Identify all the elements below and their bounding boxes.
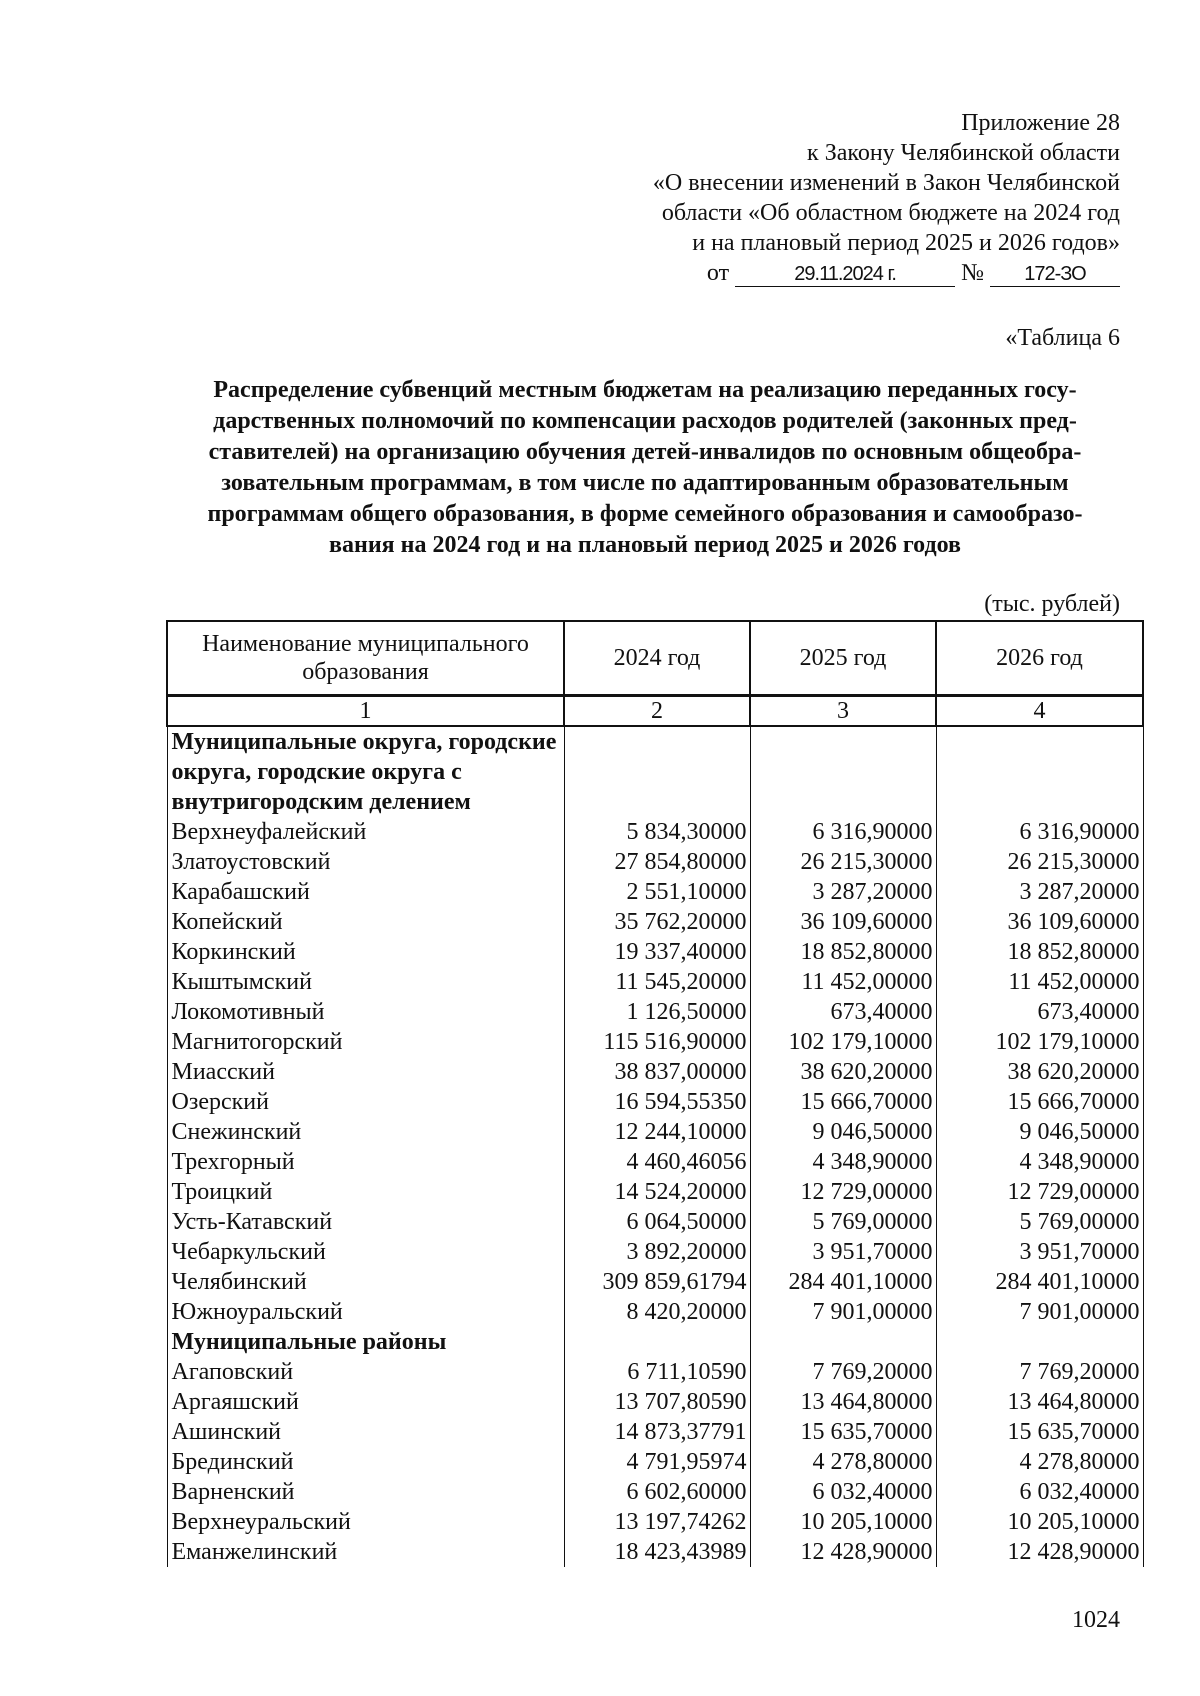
municipality-name: Верхнеуфалейский <box>167 817 564 847</box>
value-2026: 36 109,60000 <box>936 907 1143 937</box>
municipality-name: Трехгорный <box>167 1147 564 1177</box>
column-number: 1 <box>167 696 564 727</box>
value-2026: 26 215,30000 <box>936 847 1143 877</box>
municipality-name: Еманжелинский <box>167 1537 564 1567</box>
value-2026: 102 179,10000 <box>936 1027 1143 1057</box>
value-2026: 12 729,00000 <box>936 1177 1143 1207</box>
table-row <box>167 907 1143 937</box>
table-row <box>167 1027 1143 1057</box>
empty-cell <box>564 1327 750 1357</box>
value-2024: 11 545,20000 <box>564 967 750 997</box>
value-2024: 38 837,00000 <box>564 1057 750 1087</box>
header-line: Приложение 28 <box>961 110 1120 136</box>
value-2025: 6 316,90000 <box>750 817 936 847</box>
appendix-header <box>520 108 1120 288</box>
value-2024: 13 707,80590 <box>564 1387 750 1417</box>
value-2025: 7 901,00000 <box>750 1297 936 1327</box>
value-2025: 673,40000 <box>750 997 936 1027</box>
law-date: 29.11.2024 г. <box>735 262 955 287</box>
value-2024: 2 551,10000 <box>564 877 750 907</box>
value-2024: 6 064,50000 <box>564 1207 750 1237</box>
value-2024: 13 197,74262 <box>564 1507 750 1537</box>
header-line: к Закону Челябинской области <box>807 140 1120 166</box>
table-header-row <box>167 621 1143 696</box>
value-2026: 3 287,20000 <box>936 877 1143 907</box>
municipality-name: Усть-Катавский <box>167 1207 564 1237</box>
title-line: зовательным программам, в том числе по адаптированным образовательным <box>221 470 1069 496</box>
value-2026: 18 852,80000 <box>936 937 1143 967</box>
table-row <box>167 967 1143 997</box>
value-2026: 4 278,80000 <box>936 1447 1143 1477</box>
value-2025: 38 620,20000 <box>750 1057 936 1087</box>
value-2025: 36 109,60000 <box>750 907 936 937</box>
section-row <box>167 726 1143 817</box>
section-title: Муниципальные районы <box>167 1327 564 1357</box>
municipality-name: Кыштымский <box>167 967 564 997</box>
value-2026: 13 464,80000 <box>936 1387 1143 1417</box>
value-2026: 38 620,20000 <box>936 1057 1143 1087</box>
value-2024: 6 711,10590 <box>564 1357 750 1387</box>
table-row <box>167 1387 1143 1417</box>
value-2026: 6 316,90000 <box>936 817 1143 847</box>
value-2025: 15 666,70000 <box>750 1087 936 1117</box>
municipality-name: Ашинский <box>167 1417 564 1447</box>
table-row <box>167 1177 1143 1207</box>
table-caption: «Таблица 6 <box>1005 325 1120 351</box>
subventions-table <box>166 620 1144 1567</box>
value-2026: 7 769,20000 <box>936 1357 1143 1387</box>
value-2024: 309 859,61794 <box>564 1267 750 1297</box>
value-2025: 10 205,10000 <box>750 1507 936 1537</box>
value-2026: 673,40000 <box>936 997 1143 1027</box>
document-title <box>150 375 1140 561</box>
value-2026: 9 046,50000 <box>936 1117 1143 1147</box>
section-row <box>167 1327 1143 1357</box>
municipality-name: Златоустовский <box>167 847 564 877</box>
table-row <box>167 1297 1143 1327</box>
value-2025: 7 769,20000 <box>750 1357 936 1387</box>
value-2025: 12 729,00000 <box>750 1177 936 1207</box>
value-2024: 4 791,95974 <box>564 1447 750 1477</box>
table-body <box>167 726 1143 1567</box>
table-row <box>167 1117 1143 1147</box>
municipality-name: Чебаркульский <box>167 1237 564 1267</box>
value-2026: 15 666,70000 <box>936 1087 1143 1117</box>
title-line: дарственных полномочий по компенсации расходов родителей (законных пред- <box>213 408 1077 434</box>
title-line: программам общего образования, в форме семейного образования и самообразо- <box>207 501 1083 527</box>
value-2024: 14 524,20000 <box>564 1177 750 1207</box>
municipality-name: Агаповский <box>167 1357 564 1387</box>
value-2025: 284 401,10000 <box>750 1267 936 1297</box>
municipality-name: Верхнеуральский <box>167 1507 564 1537</box>
value-2025: 102 179,10000 <box>750 1027 936 1057</box>
municipality-name: Южноуральский <box>167 1297 564 1327</box>
column-number: 3 <box>750 696 936 727</box>
table-row <box>167 847 1143 877</box>
header-line: области «Об областном бюджете на 2024 год <box>661 200 1120 226</box>
value-2026: 7 901,00000 <box>936 1297 1143 1327</box>
municipality-name: Снежинский <box>167 1117 564 1147</box>
municipality-name: Магнитогорский <box>167 1027 564 1057</box>
value-2026: 6 032,40000 <box>936 1477 1143 1507</box>
value-2024: 18 423,43989 <box>564 1537 750 1567</box>
column-header-2025: 2025 год <box>750 621 936 696</box>
value-2024: 16 594,55350 <box>564 1087 750 1117</box>
column-number-row <box>167 696 1143 727</box>
value-2026: 10 205,10000 <box>936 1507 1143 1537</box>
municipality-name: Миасский <box>167 1057 564 1087</box>
title-line: Распределение субвенций местным бюджетам на реализацию переданных госу- <box>213 377 1077 403</box>
value-2024: 12 244,10000 <box>564 1117 750 1147</box>
value-2024: 4 460,46056 <box>564 1147 750 1177</box>
column-number: 4 <box>936 696 1143 727</box>
table-row <box>167 1057 1143 1087</box>
value-2024: 115 516,90000 <box>564 1027 750 1057</box>
table-row <box>167 1207 1143 1237</box>
table-row <box>167 1447 1143 1477</box>
empty-cell <box>750 726 936 817</box>
column-header-2024: 2024 год <box>564 621 750 696</box>
table-row <box>167 1477 1143 1507</box>
table-row <box>167 937 1143 967</box>
table-row <box>167 1507 1143 1537</box>
table-row <box>167 877 1143 907</box>
number-prefix: № <box>961 260 984 286</box>
municipality-name: Брединский <box>167 1447 564 1477</box>
value-2026: 5 769,00000 <box>936 1207 1143 1237</box>
municipality-name: Копейский <box>167 907 564 937</box>
value-2025: 5 769,00000 <box>750 1207 936 1237</box>
municipality-name: Карабашский <box>167 877 564 907</box>
section-title: Муниципальные округа, городские округа, городские округа с внутригородским делением <box>167 726 564 817</box>
value-2025: 6 032,40000 <box>750 1477 936 1507</box>
table-row <box>167 1087 1143 1117</box>
value-2024: 35 762,20000 <box>564 907 750 937</box>
value-2024: 5 834,30000 <box>564 817 750 847</box>
value-2025: 13 464,80000 <box>750 1387 936 1417</box>
table-row <box>167 997 1143 1027</box>
column-header-2026: 2026 год <box>936 621 1143 696</box>
value-2025: 26 215,30000 <box>750 847 936 877</box>
units-label: (тыс. рублей) <box>984 591 1120 617</box>
value-2026: 3 951,70000 <box>936 1237 1143 1267</box>
page-number: 1024 <box>1072 1607 1120 1633</box>
empty-cell <box>936 1327 1143 1357</box>
value-2024: 6 602,60000 <box>564 1477 750 1507</box>
value-2025: 9 046,50000 <box>750 1117 936 1147</box>
municipality-name: Троицкий <box>167 1177 564 1207</box>
title-line: ставителей) на организацию обучения детей-инвалидов по основным общеобра- <box>208 439 1082 465</box>
value-2025: 3 287,20000 <box>750 877 936 907</box>
value-2024: 14 873,37791 <box>564 1417 750 1447</box>
municipality-name: Аргаяшский <box>167 1387 564 1417</box>
value-2026: 284 401,10000 <box>936 1267 1143 1297</box>
municipality-name: Коркинский <box>167 937 564 967</box>
date-prefix: от <box>706 260 730 286</box>
value-2026: 15 635,70000 <box>936 1417 1143 1447</box>
table-row <box>167 1417 1143 1447</box>
table-row <box>167 1357 1143 1387</box>
table-row <box>167 1267 1143 1297</box>
empty-cell <box>564 726 750 817</box>
table-row <box>167 817 1143 847</box>
value-2025: 4 348,90000 <box>750 1147 936 1177</box>
municipality-name: Челябинский <box>167 1267 564 1297</box>
column-header-name: Наименование муниципального образования <box>167 621 564 696</box>
header-line: «О внесении изменений в Закон Челябинской <box>652 170 1120 196</box>
value-2026: 4 348,90000 <box>936 1147 1143 1177</box>
value-2025: 15 635,70000 <box>750 1417 936 1447</box>
table-row <box>167 1147 1143 1177</box>
empty-cell <box>936 726 1143 817</box>
law-date-number-line <box>520 258 1120 288</box>
municipality-name: Локомотивный <box>167 997 564 1027</box>
value-2024: 1 126,50000 <box>564 997 750 1027</box>
municipality-name: Варненский <box>167 1477 564 1507</box>
value-2026: 12 428,90000 <box>936 1537 1143 1567</box>
value-2026: 11 452,00000 <box>936 967 1143 997</box>
header-line: и на плановый период 2025 и 2026 годов» <box>692 230 1120 256</box>
value-2025: 11 452,00000 <box>750 967 936 997</box>
value-2025: 4 278,80000 <box>750 1447 936 1477</box>
municipality-name: Озерский <box>167 1087 564 1117</box>
column-number: 2 <box>564 696 750 727</box>
table-row <box>167 1537 1143 1567</box>
value-2025: 18 852,80000 <box>750 937 936 967</box>
value-2025: 12 428,90000 <box>750 1537 936 1567</box>
value-2024: 27 854,80000 <box>564 847 750 877</box>
empty-cell <box>750 1327 936 1357</box>
value-2024: 19 337,40000 <box>564 937 750 967</box>
table-row <box>167 1237 1143 1267</box>
law-number: 172-ЗО <box>990 262 1120 287</box>
value-2024: 3 892,20000 <box>564 1237 750 1267</box>
title-line: вания на 2024 год и на плановый период 2025 и 2026 годов <box>329 532 961 558</box>
value-2024: 8 420,20000 <box>564 1297 750 1327</box>
value-2025: 3 951,70000 <box>750 1237 936 1267</box>
